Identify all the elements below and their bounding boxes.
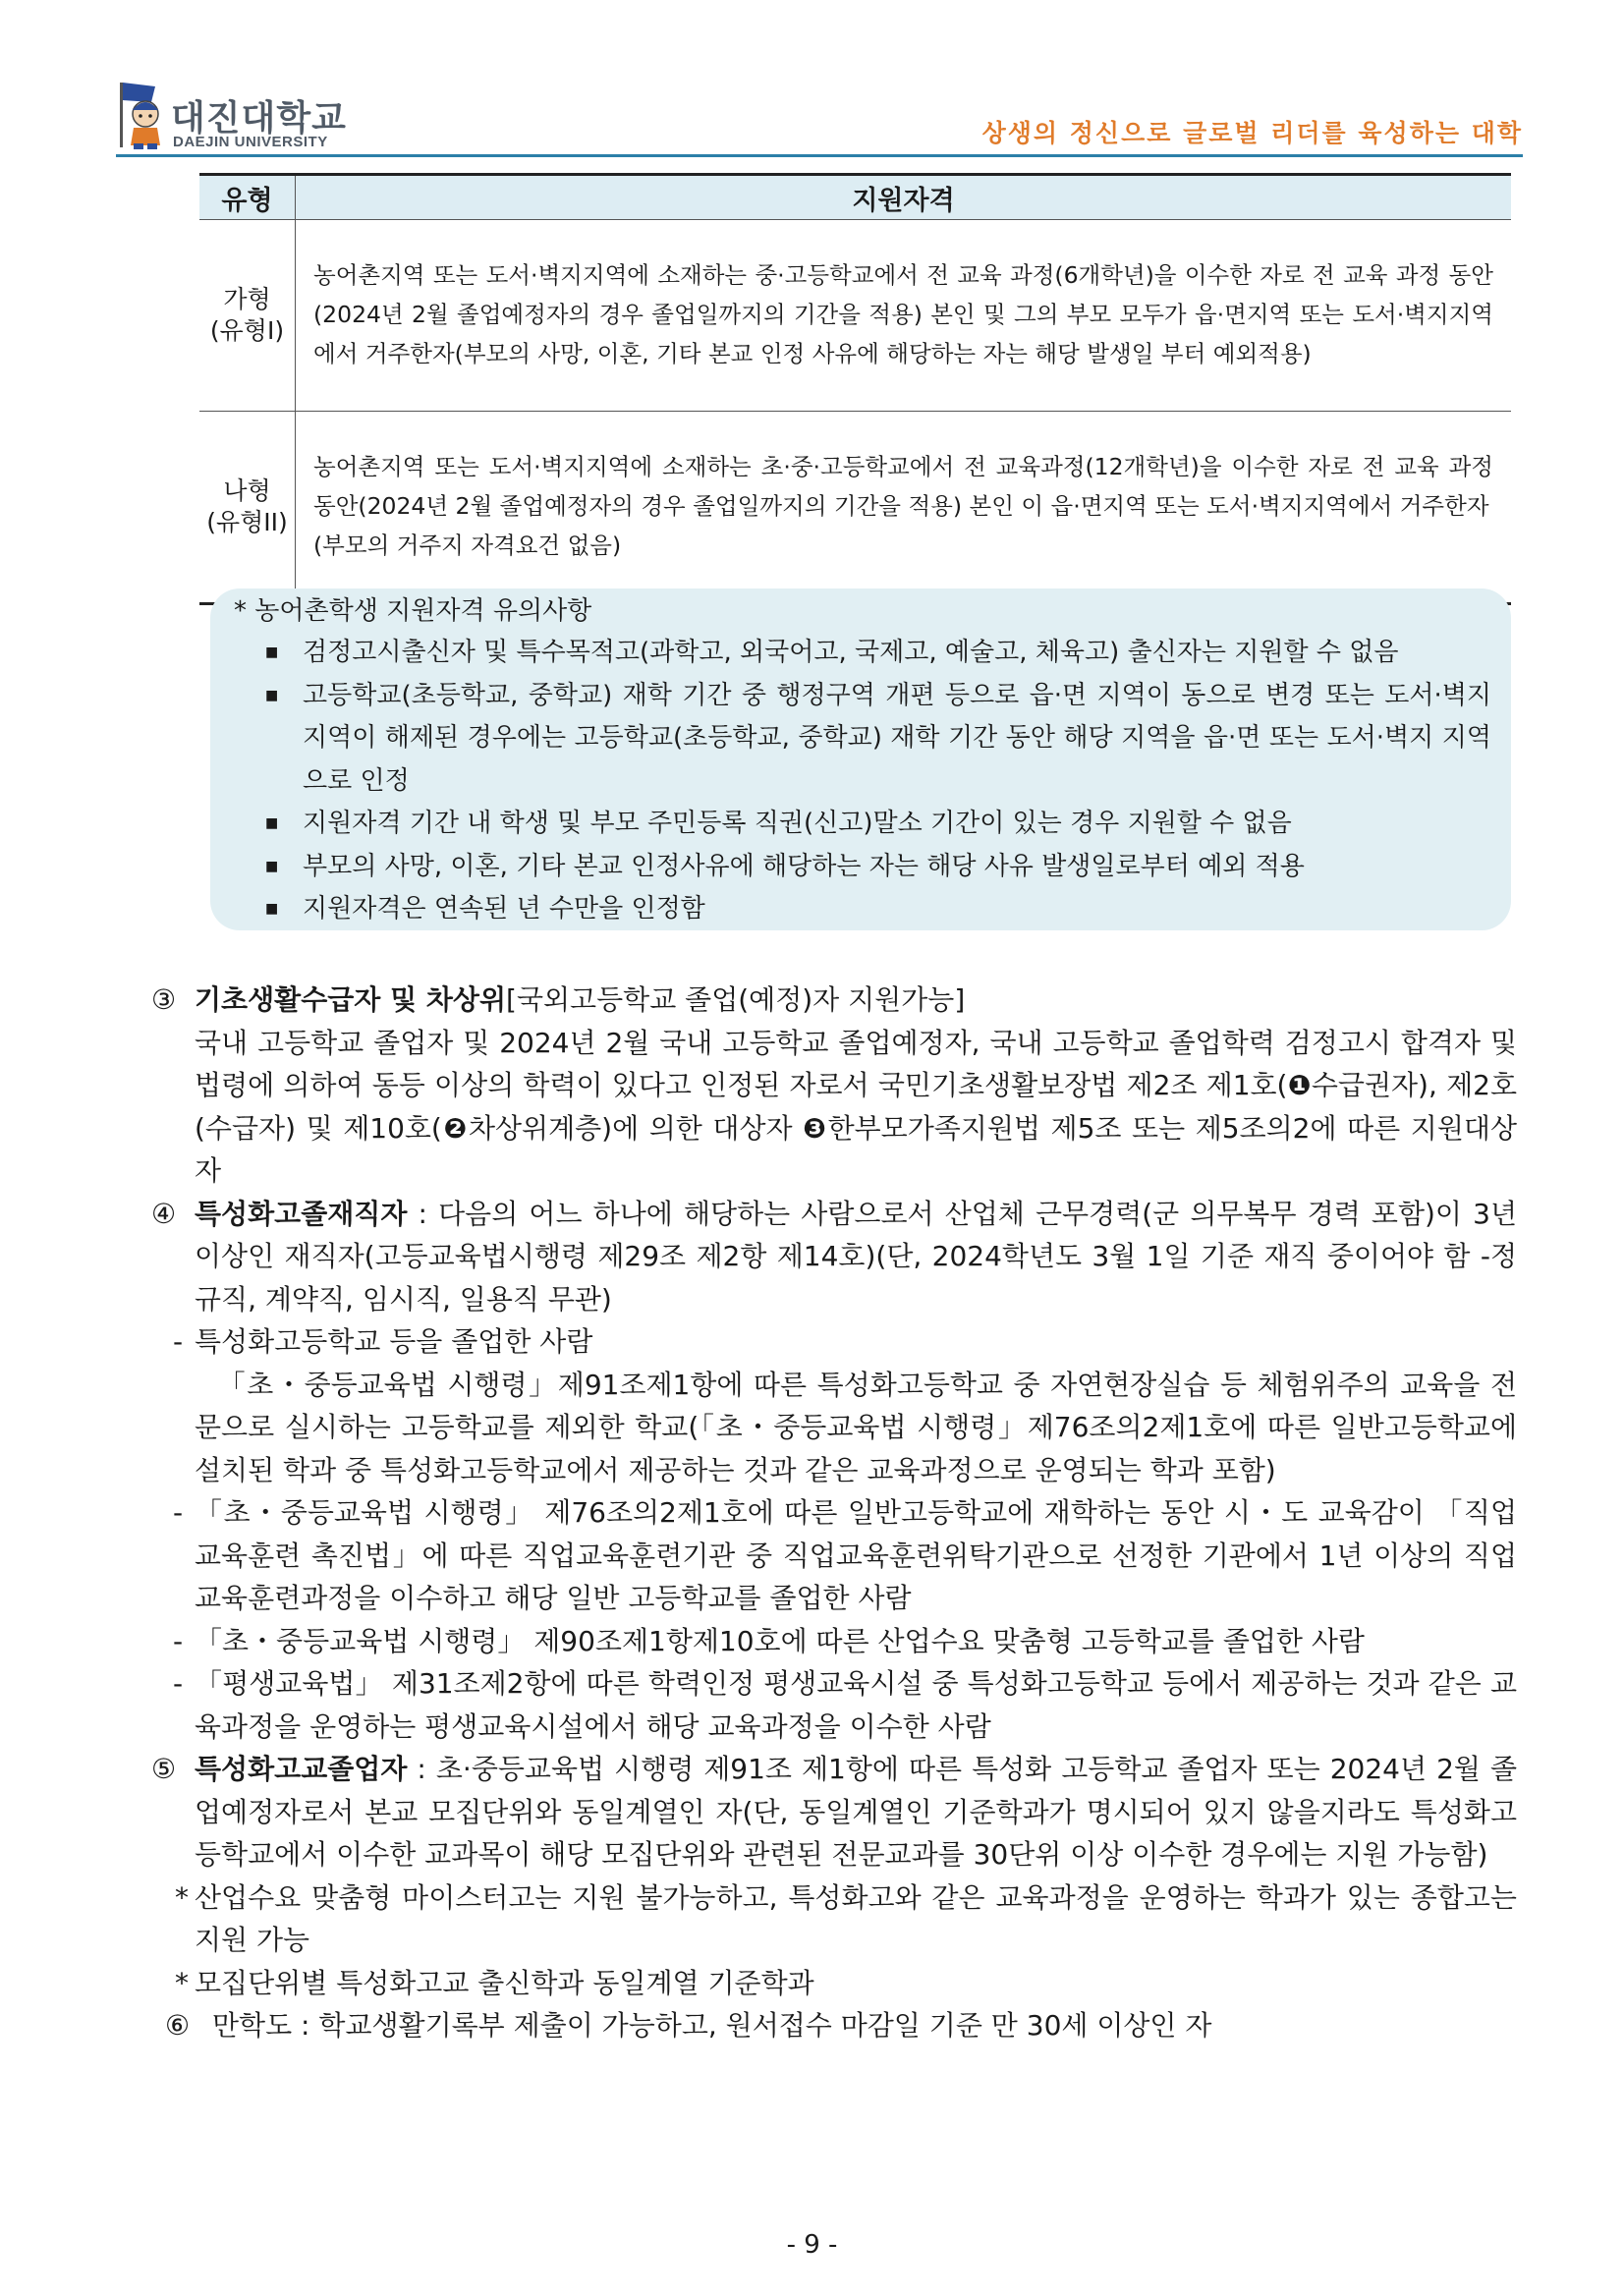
dash-marker: -	[173, 1667, 184, 1700]
dash-marker: -	[173, 1496, 184, 1529]
dash-text: 「초・중등교육법 시행령」 제76조의2제1호에 따른 일반고등학교에 재학하는 동안 시・도 교육감이 「직업교육훈련 촉진법」에 따른 직업교육훈련기관 중 직업교육훈련위탁기관으로 선정한 기관에서 1년 이상의 직업교육훈련과정을 이수하고 해당 일반 고등학교를 졸업한 사람	[195, 1496, 1517, 1614]
star-marker: *	[175, 1880, 189, 1914]
body-content	[151, 979, 1517, 2047]
item-title: 특성화고졸재직자	[195, 1197, 408, 1230]
dash-item	[151, 1491, 1517, 1620]
item-title-suffix: [국외고등학교 졸업(예정)자 지원가능]	[506, 983, 966, 1016]
circled-mark: ❷	[441, 1111, 469, 1145]
mascot-icon	[116, 77, 171, 151]
col-header-type: 유형	[199, 175, 296, 220]
item-text: : 초·중등교육법 시행령 제91조 제1항에 따른 특성화 고등학교 졸업자 또는 2024년 2월 졸업예정자로서 본교 모집단위와 동일계열인 자(단, 동일계열인 기준학과가 명시되어 있지 않을지라도 특성화고등학교에서 이수한 교과목이 해당 모집단위와 관련된 전문교과를 30단위 이상 이수한 경우에는 지원 가능함)	[195, 1753, 1517, 1871]
qualification-extra: (부모의 거주지 자격요건 없음)	[313, 532, 622, 559]
qualification-table	[199, 173, 1511, 605]
item-title: 특성화고교졸업자	[195, 1753, 408, 1785]
type-name: 가형	[223, 285, 271, 313]
table-header-row	[199, 175, 1511, 220]
item-basic-livelihood	[151, 979, 1517, 1193]
dash-item	[151, 1662, 1517, 1748]
star-text: 모집단위별 특성화고교 출신학과 동일계열 기준학과	[195, 1966, 814, 1999]
page-number: - 9 -	[786, 2230, 838, 2260]
item-vocational-graduate	[151, 1748, 1517, 1876]
list-item: ■ 고등학교(초등학교, 중학교) 재학 기간 중 행정구역 개편 등으로 읍·면 지역이 동으로 변경 또는 도서·벽지 지역이 해제된 경우에는 고등학교(초등학교, 중학교) 재학 기간 동안 해당 지역을 읍·면 또는 도서·벽지 지역으로 인정	[265, 675, 1491, 804]
university-logo	[116, 77, 391, 153]
item-text: : 다음의 어느 하나에 해당하는 사람으로서 산업체 근무경력(군 의무복무 경력 포함)이 3년 이상인 재직자(고등교육법시행령 제29조 제2항 제14호)(단, 2024학년도 3월 1일 기준 재직 중이어야 함 -정규직, 계약직, 임시직, 일용직 무관)	[195, 1197, 1517, 1316]
item-title: 기초생활수급자 및 차상위	[195, 983, 507, 1016]
list-item: ■ 부모의 사망, 이혼, 기타 본교 인정사유에 해당하는 자는 해당 사유 발생일로부터 예외 적용	[265, 846, 1491, 889]
dash-title: 특성화고등학교 등을 졸업한 사람	[195, 1325, 593, 1358]
item-text: 차상위계층)에 의한 대상자	[468, 1111, 804, 1145]
dash-text: 「초・중등교육법 시행령」제91조제1항에 따른 특성화고등학교 중 자연현장실습 등 체험위주의 교육을 전문으로 실시하는 고등학교를 제외한 학교(「초・중등교육법 시행령」제76조의2제1호에 따른 일반고등학교에 설치된 학과 중 특성화고등학교에서 제공하는 것과 같은 교육과정으로 운영되는 학과 포함)	[195, 1368, 1517, 1486]
col-header-qualification: 지원자격	[296, 175, 1512, 220]
logo-subtitle: DAEJIN UNIVERSITY	[173, 134, 328, 150]
item-text: 수급권자), 제2호(수급자) 및 제10호(	[195, 1069, 1518, 1145]
circled-mark: ❶	[1287, 1069, 1312, 1101]
item-number: ④	[151, 1197, 177, 1230]
star-marker: *	[175, 1966, 189, 1999]
item-number: ③	[151, 983, 177, 1016]
item-title: 만학도	[212, 2009, 293, 2042]
type-cell	[199, 412, 296, 604]
item-text: : 학교생활기록부 제출이 가능하고, 원서접수 마감일 기준 만 30세 이상인 자	[292, 2009, 1212, 2042]
circled-mark: ❸	[803, 1111, 828, 1145]
type-name: 나형	[223, 476, 271, 505]
dash-marker: -	[173, 1624, 184, 1657]
star-note	[151, 1876, 1517, 1962]
list-item: ■ 지원자격 기간 내 학생 및 부모 주민등록 직권(신고)말소 기간이 있는 경우 지원할 수 없음	[265, 803, 1491, 846]
type-cell	[199, 220, 296, 412]
item-text: 국내 고등학교 졸업자 및 2024년 2월 국내 고등학교 졸업예정자, 국내 고등학교 졸업학력 검정고시 합격자 및 법령에 의하여 동등 이상의 학력이 있다고 인정된 자로서 국민기초생활보장법 제2조 제1호(	[195, 1026, 1517, 1101]
item-number: ⑤	[151, 1753, 177, 1785]
type-code: (유형II)	[206, 508, 288, 536]
dash-item	[151, 1320, 1517, 1491]
item-text: 한부모가족지원법 제5조 또는 제5조의2에 따른 지원대상자	[195, 1111, 1517, 1187]
dash-text: 「평생교육법」 제31조제2항에 따른 학력인정 평생교육시설 중 특성화고등학교 등에서 제공하는 것과 같은 교육과정을 운영하는 평생교육시설에서 해당 교육과정을 이수한 사람	[195, 1667, 1517, 1743]
item-vocational-employee	[151, 1193, 1517, 1321]
logo-title: 대진대학교	[171, 98, 347, 139]
list-item: ■ 검정고시출신자 및 특수목적고(과학고, 외국어고, 국제고, 예술고, 체육고) 출신자는 지원할 수 없음	[265, 632, 1491, 675]
type-code: (유형I)	[209, 316, 285, 345]
list-item: ■ 지원자격은 연속된 년 수만을 인정함	[265, 888, 1491, 931]
dash-text: 「초・중등교육법 시행령」 제90조제1항제10호에 따른 산업수요 맞춤형 고등학교를 졸업한 사람	[195, 1624, 1365, 1657]
star-note	[151, 1962, 1517, 2005]
qualification-text: 농어촌지역 또는 도서·벽지지역에 소재하는 초·중·고등학교에서 전 교육과정(12개학년)을 이수한 자로 전 교육 과정 동안(2024년 2월 졸업예정자의 경우 졸업일까지의 기간을 적용) 본인 이 읍·면지역 또는 도서·벽지지역에서 거주한자	[313, 453, 1493, 520]
header-slogan: 상생의 정신으로 글로벌 리더를 육성하는 대학	[981, 119, 1523, 147]
page-header	[116, 77, 1523, 153]
dash-item	[151, 1620, 1517, 1663]
item-number: ⑥	[165, 2009, 191, 2042]
qualification-cell	[296, 412, 1512, 604]
dash-marker: -	[173, 1325, 184, 1358]
item-late-learner	[151, 2004, 1517, 2047]
notes-title: * 농어촌학생 지원자격 유의사항	[234, 596, 592, 626]
notes-list	[265, 632, 1491, 931]
table-row	[199, 220, 1511, 412]
table-row	[199, 412, 1511, 604]
qualification-cell: 농어촌지역 또는 도서·벽지지역에 소재하는 중·고등학교에서 전 교육 과정(6개학년)을 이수한 자로 전 교육 과정 동안(2024년 2월 졸업예정자의 경우 졸업일까지의 기간을 적용) 본인 및 그의 부모 모두가 읍·면지역 또는 도서·벽지지역에서 거주한자(부모의 사망, 이혼, 기타 본교 인정 사유에 해당하는 자는 해당 발생일 부터 예외적용)	[296, 220, 1512, 412]
star-text: 산업수요 맞춤형 마이스터고는 지원 불가능하고, 특성화고와 같은 교육과정을 운영하는 학과가 있는 종합고는 지원 가능	[195, 1880, 1517, 1956]
header-divider	[116, 154, 1523, 157]
